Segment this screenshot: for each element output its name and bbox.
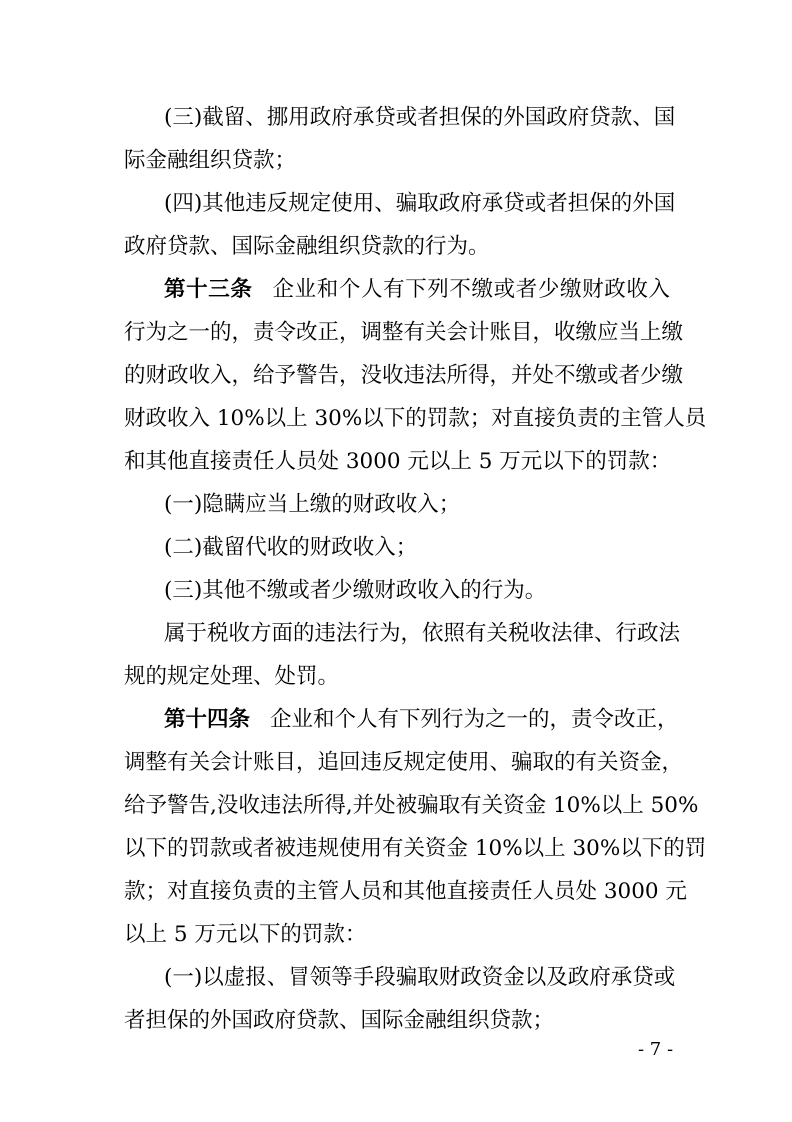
article-14-label: 第十四条	[164, 707, 251, 732]
text-line: (三)截留、挪用政府承贷或者担保的外国政府贷款、国	[164, 105, 676, 130]
text-line: 款；对直接负责的主管人员和其他直接责任人员处 3000 元	[124, 879, 687, 904]
text-line: 际金融组织贷款；	[124, 148, 297, 173]
text-line: (一)以虚报、冒领等手段骗取财政资金以及政府承贷或	[164, 965, 676, 990]
article-14-first-line	[164, 705, 679, 735]
article-13-first-line	[164, 275, 670, 305]
article-14-text: 企业和个人有下列行为之一的，责令改正，	[270, 707, 679, 732]
text-line: 行为之一的，责令改正，调整有关会计账目，收缴应当上缴	[124, 320, 684, 345]
text-line: 规的规定处理、处罚。	[124, 664, 340, 689]
text-line: 以上 5 万元以下的罚款：	[124, 922, 367, 947]
page-number: - 7 -	[638, 1039, 674, 1060]
text-line: (三)其他不缴或者少缴财政收入的行为。	[164, 578, 547, 603]
text-line: 以下的罚款或者被违规使用有关资金 10%以上 30%以下的罚	[124, 836, 707, 861]
text-line: (四)其他违反规定使用、骗取政府承贷或者担保的外国	[164, 191, 676, 216]
text-line: 的财政收入，给予警告，没收违法所得，并处不缴或者少缴	[124, 363, 684, 388]
text-line: 和其他直接责任人员处 3000 元以上 5 万元以下的罚款：	[124, 449, 672, 474]
text-line: (二)截留代收的财政收入；	[164, 535, 418, 560]
article-13-label: 第十三条	[164, 277, 253, 302]
text-line: 调整有关会计账目，追回违反规定使用、骗取的有关资金，	[124, 750, 684, 775]
text-line: (一)隐瞒应当上缴的财政收入；	[164, 492, 461, 517]
text-line: 给予警告,没收违法所得,并处被骗取有关资金 10%以上 50%	[124, 793, 699, 818]
text-line: 属于税收方面的违法行为，依照有关税收法律、行政法	[164, 621, 681, 646]
text-line: 政府贷款、国际金融组织贷款的行为。	[124, 234, 490, 259]
text-line: 财政收入 10%以上 30%以下的罚款；对直接负责的主管人员	[124, 406, 707, 431]
article-13-text: 企业和个人有下列不缴或者少缴财政收入	[272, 277, 670, 302]
text-line: 者担保的外国政府贷款、国际金融组织贷款；	[124, 1008, 555, 1033]
